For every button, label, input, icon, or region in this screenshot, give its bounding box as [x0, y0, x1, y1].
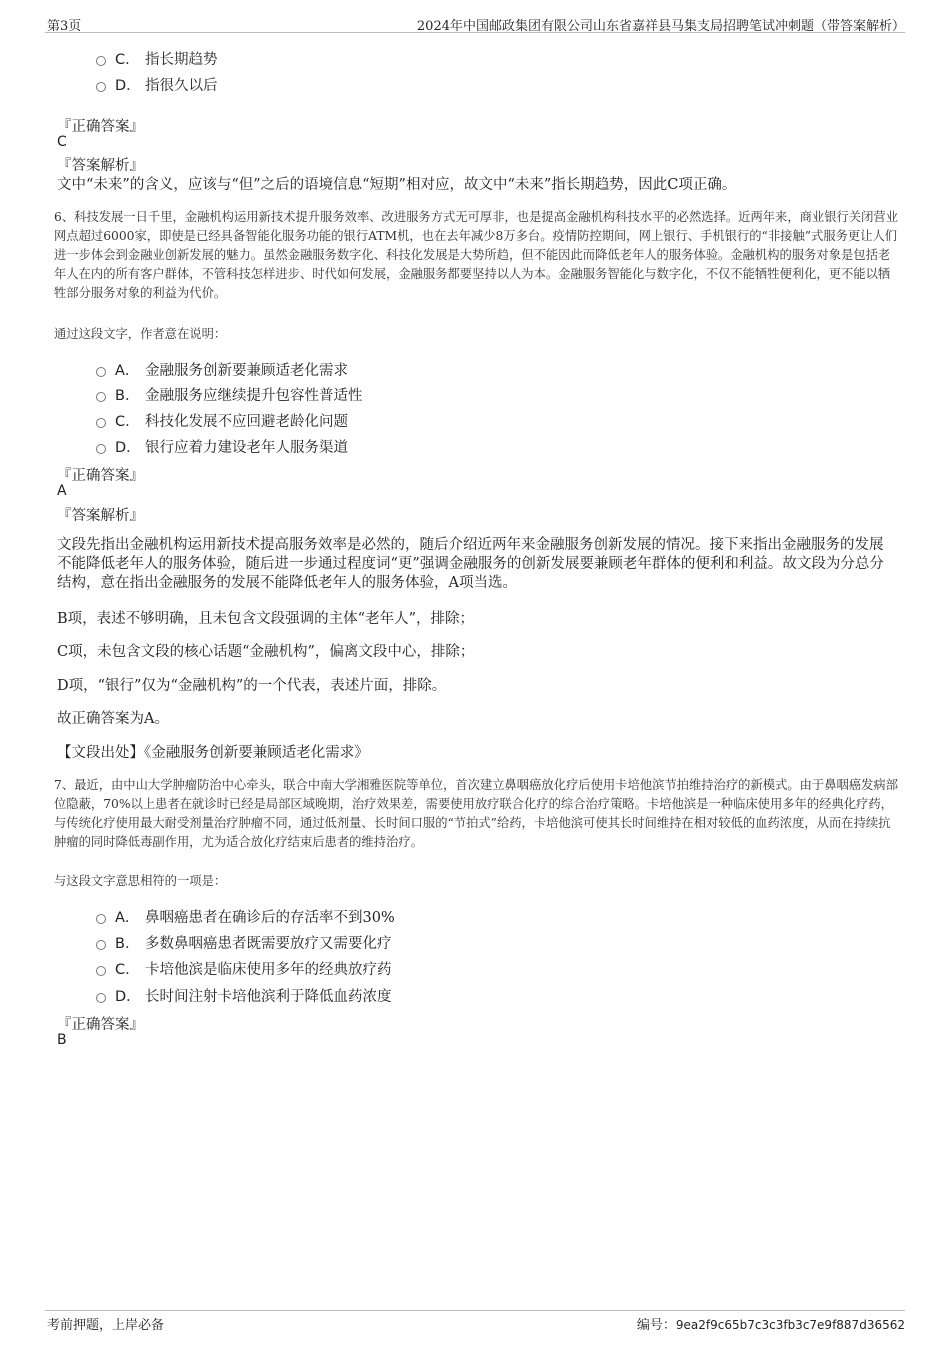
option-text: 卡培他滨是临床使用多年的经典放疗药	[145, 962, 392, 978]
q7-question: 7、最近，由中山大学肿瘤防治中心牵头，联合中南大学湘雅医院等单位，首次建立鼻咽癌放化疗后使用卡培他滨节拍维持治疗的新模式。由于鼻咽癌发病部位隐蔽，70%以上患者在就诊时已经是局部区域晚期，治疗效果差，需要使用放疗联合化疗的综合治疗策略。卡培他滨是一种临床使用多年的经典化疗药，与传统化疗使用最大耐受剂量治疗肿瘤不同，通过低剂量、长时间口服的“节拍式”给药，卡培他滨可使其长时间维持在相对较低的血药浓度，从而在持续抗肿瘤的同时降低毒副作用，尤为适合放化疗结束后患者的维持治疗。	[54, 778, 899, 849]
q5-answer: C	[57, 134, 67, 150]
q5-answer-label: 『正确答案』	[57, 119, 144, 135]
radio-icon[interactable]	[96, 966, 106, 976]
q6-analysis-label: 『答案解析』	[57, 508, 144, 524]
code-label: 编号：	[636, 1318, 676, 1333]
q6-option-a[interactable]	[96, 359, 348, 380]
option-text: 金融服务创新要兼顾适老化需求	[145, 363, 348, 379]
option-letter: D．	[115, 78, 141, 94]
radio-icon[interactable]	[96, 418, 106, 428]
document-title: 2024年中国邮政集团有限公司山东省嘉祥县马集支局招聘笔试冲刺题（带答案解析）	[416, 19, 905, 34]
option-text: 指长期趋势	[145, 52, 218, 68]
option-letter: A．	[115, 910, 140, 926]
footer-slogan: 考前押题，上岸必备	[47, 1318, 165, 1333]
radio-icon[interactable]	[96, 367, 106, 377]
q7-option-c[interactable]	[96, 958, 392, 979]
option-letter: A．	[115, 363, 140, 379]
q6-stem: 通过这段文字，作者意在说明：	[54, 327, 227, 341]
q6-analysis-paragraph: 文段先指出金融机构运用新技术提高服务效率是必然的，随后介绍近两年来金融服务创新发展的情况。接下来指出金融服务的发展不能降低老年人的服务体验，随后进一步通过程度词“更”强调金融服务的创新发展要兼顾老年群体的便利和利益。故文段为分总分结构，意在指出金融服务的发展不能降低老年人的服务体验，A项当选。	[57, 537, 884, 591]
option-letter: C．	[115, 52, 140, 68]
q5-option-c[interactable]	[96, 48, 218, 69]
option-text: 多数鼻咽癌患者既需要放疗又需要化疗	[145, 936, 392, 952]
radio-icon[interactable]	[96, 940, 106, 950]
option-text: 银行应着力建设老年人服务渠道	[145, 440, 348, 456]
q6-option-d[interactable]	[96, 436, 348, 457]
q7-option-d[interactable]	[96, 985, 392, 1006]
option-text: 金融服务应继续提升包容性普适性	[145, 388, 363, 404]
option-letter: D．	[115, 440, 141, 456]
q6-source: 【文段出处】《金融服务创新要兼顾适老化需求》	[57, 745, 369, 761]
document-code	[637, 1314, 905, 1333]
q6-analysis-b: B项，表述不够明确，且未包含文段强调的主体“老年人”，排除；	[57, 611, 474, 627]
option-text: 长时间注射卡培他滨利于降低血药浓度	[145, 989, 392, 1005]
page-number: 第3页	[47, 19, 82, 34]
header-divider	[45, 32, 905, 33]
radio-icon[interactable]	[96, 993, 106, 1003]
option-text: 科技化发展不应回避老龄化问题	[145, 414, 348, 430]
q7-answer-label: 『正确答案』	[57, 1017, 144, 1033]
option-text: 指很久以后	[145, 78, 218, 94]
q6-analysis-conclusion: 故正确答案为A。	[57, 711, 169, 727]
q5-analysis: 文中“未来”的含义，应该与“但”之后的语境信息“短期”相对应，故文中“未来”指长期趋势，因此C项正确。	[57, 177, 737, 193]
q6-option-b[interactable]	[96, 384, 363, 405]
option-letter: B．	[115, 388, 140, 404]
q6-answer: A	[57, 483, 67, 499]
radio-icon[interactable]	[96, 82, 106, 92]
q7-option-b[interactable]	[96, 932, 392, 953]
q6-answer-label: 『正确答案』	[57, 468, 144, 484]
q6-question: 6、科技发展一日千里，金融机构运用新技术提升服务效率、改进服务方式无可厚非，也是提高金融机构科技水平的必然选择。近两年来，商业银行关闭营业网点超过6000家，即使是已经具备智能化服务功能的银行ATM机，也在去年减少8万多台。疫情防控期间，网上银行、手机银行的“非接触”式服务更让人们进一步体会到金融业创新发展的魅力。虽然金融服务数字化、科技化发展是大势所趋，但不能因此而降低老年人的服务体验。金融机构的服务对象是包括老年人在内的所有客户群体，不管科技怎样进步、时代如何发展，金融服务都要坚持以人为本。金融服务智能化与数字化，不仅不能牺牲便利化，更不能以牺牲部分服务对象的利益为代价。	[54, 210, 899, 300]
option-letter: C．	[115, 414, 140, 430]
radio-icon[interactable]	[96, 914, 106, 924]
option-letter: B．	[115, 936, 140, 952]
q7-answer: B	[57, 1032, 67, 1048]
q6-option-c[interactable]	[96, 410, 348, 431]
q6-analysis-d: D项，“银行”仅为“金融机构”的一个代表，表述片面，排除。	[57, 678, 447, 694]
q7-option-a[interactable]	[96, 906, 395, 927]
q7-stem: 与这段文字意思相符的一项是：	[54, 874, 227, 888]
radio-icon[interactable]	[96, 56, 106, 66]
option-letter: C．	[115, 962, 140, 978]
option-letter: D．	[115, 989, 141, 1005]
q5-analysis-label: 『答案解析』	[57, 158, 144, 174]
q6-analysis-c: C项，未包含文段的核心话题“金融机构”，偏离文段中心，排除；	[57, 644, 475, 660]
q5-option-d[interactable]	[96, 74, 218, 95]
option-text: 鼻咽癌患者在确诊后的存活率不到30%	[145, 910, 395, 926]
radio-icon[interactable]	[96, 392, 106, 402]
radio-icon[interactable]	[96, 444, 106, 454]
code-value: 9ea2f9c65b7c3c3fb3c7e9f887d36562	[675, 1318, 905, 1332]
footer-divider	[45, 1310, 905, 1311]
